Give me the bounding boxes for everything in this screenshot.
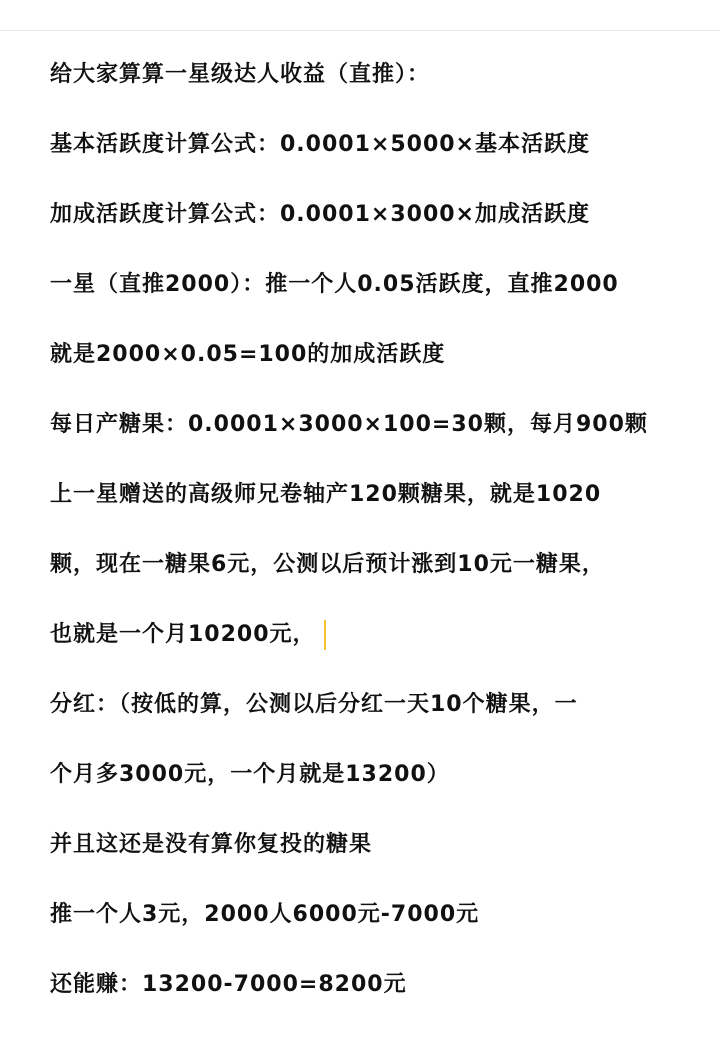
text-line[interactable]: 分红：（按低的算，公测以后分红一天10个糖果，一 xyxy=(50,692,578,717)
text-cursor xyxy=(324,620,326,650)
text-line[interactable]: 给大家算算一星级达人收益（直推）： xyxy=(50,62,431,87)
top-divider xyxy=(0,30,720,31)
text-line-content[interactable]: 也就是一个月10200元， xyxy=(50,622,316,647)
text-editor[interactable] xyxy=(50,40,690,1020)
text-line-with-caret[interactable] xyxy=(50,600,690,670)
text-line[interactable]: 上一星赠送的高级师兄卷轴产120颗糖果，就是1020 xyxy=(50,482,602,507)
text-line[interactable]: 颗，现在一糖果6元，公测以后预计涨到10元一糖果， xyxy=(50,552,605,577)
text-line[interactable]: 基本活跃度计算公式：0.0001×5000×基本活跃度 xyxy=(50,132,590,157)
text-line[interactable]: 还能赚：13200-7000=8200元 xyxy=(50,972,407,997)
text-line[interactable]: 每日产糖果：0.0001×3000×100=30颗，每月900颗 xyxy=(50,412,648,437)
text-line[interactable]: 并且这还是没有算你复投的糖果 xyxy=(50,832,373,857)
text-line[interactable]: 加成活跃度计算公式：0.0001×3000×加成活跃度 xyxy=(50,202,590,227)
text-line[interactable]: 就是2000×0.05=100的加成活跃度 xyxy=(50,342,446,367)
text-line[interactable]: 个月多3000元，一个月就是13200） xyxy=(50,762,450,787)
text-line[interactable]: 一星（直推2000）：推一个人0.05活跃度，直推2000 xyxy=(50,272,619,297)
text-line[interactable]: 推一个人3元，2000人6000元-7000元 xyxy=(50,902,480,927)
